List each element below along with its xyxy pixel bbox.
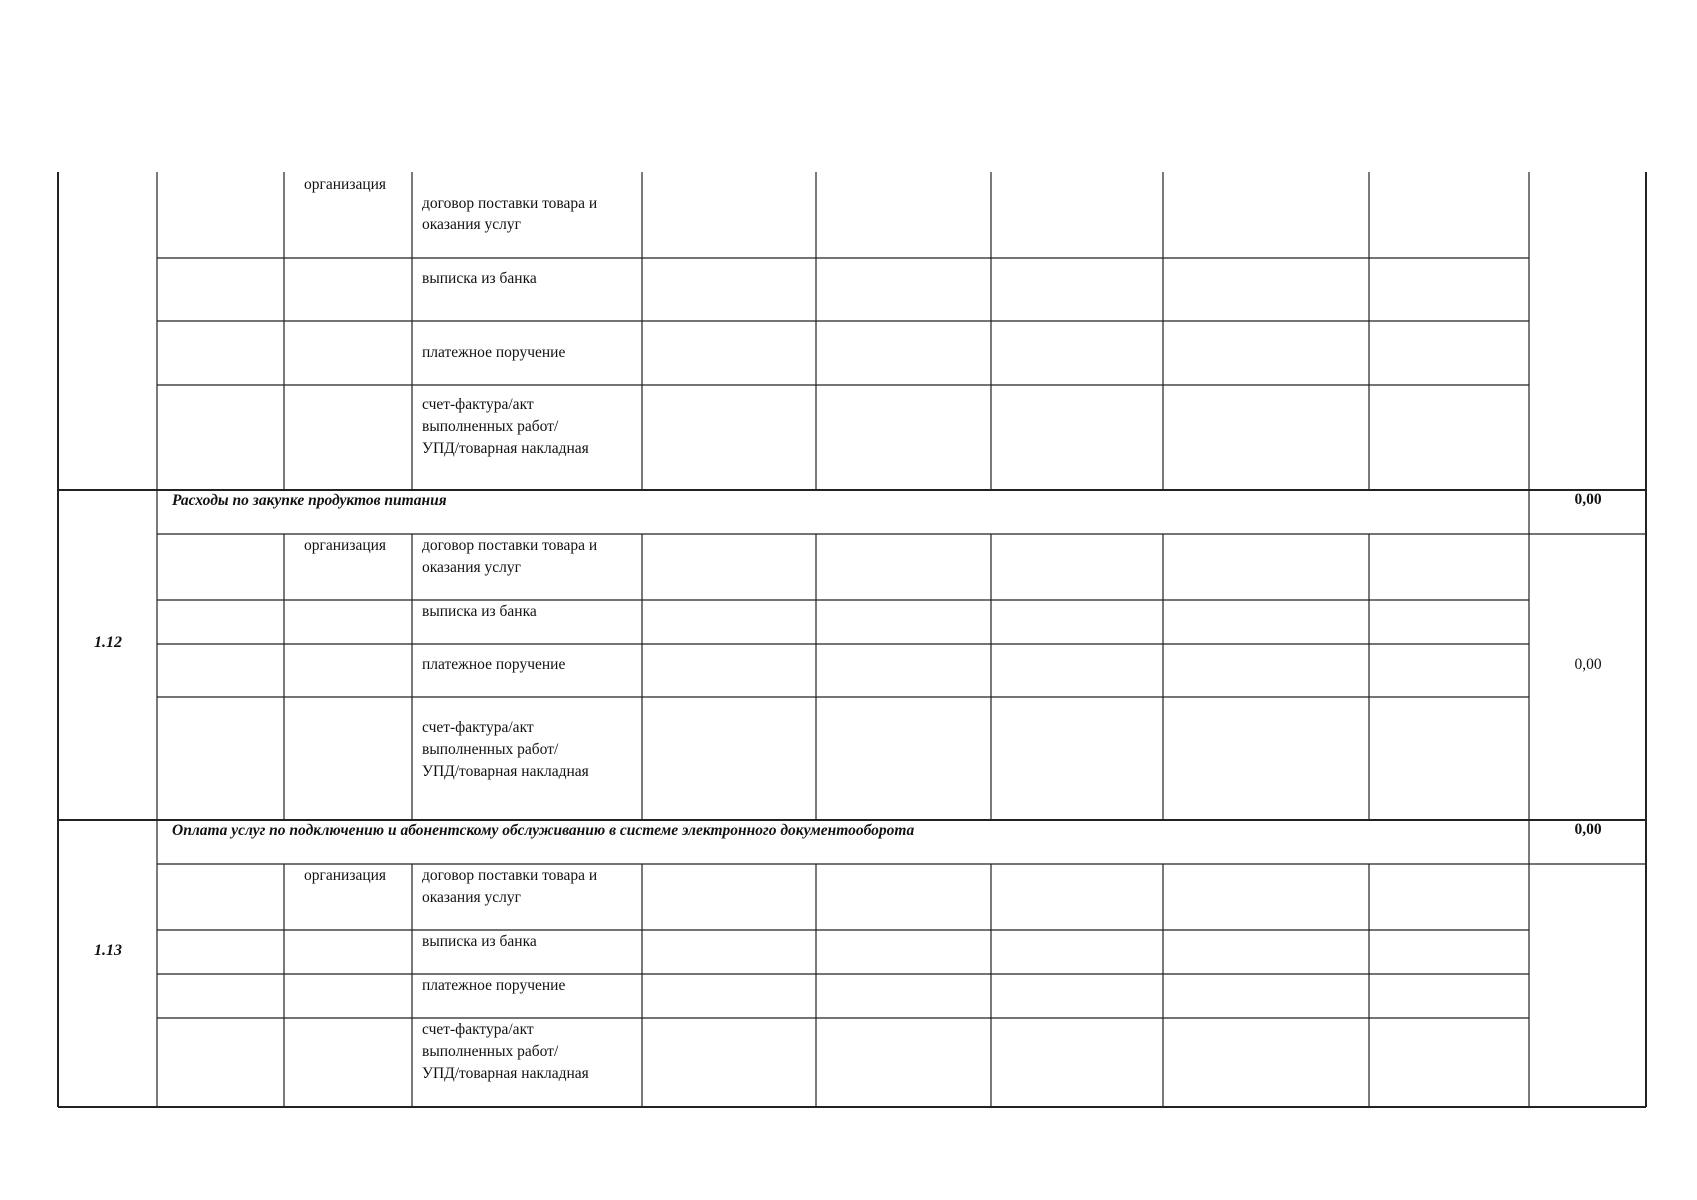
doc-invoice-line3: УПД/товарная накладная [422, 1065, 589, 1082]
doc-payment-order: платежное поручение [422, 656, 566, 673]
doc-contract-line2: оказания услуг [422, 216, 521, 233]
org-label: организация [304, 867, 387, 884]
doc-bank-statement: выписка из банка [422, 603, 537, 620]
doc-bank-statement: выписка из банка [422, 933, 537, 950]
doc-invoice-line2: выполненных работ/ [422, 741, 559, 758]
section-number: 1.13 [94, 942, 122, 959]
doc-invoice-line3: УПД/товарная накладная [422, 440, 589, 457]
doc-contract-line1: договор поставки товара и [422, 195, 598, 212]
doc-invoice-line2: выполненных работ/ [422, 1043, 559, 1060]
doc-contract-line2: оказания услуг [422, 559, 521, 576]
doc-invoice-line1: счет-фактура/акт [422, 1021, 534, 1038]
org-label: организация [304, 537, 387, 554]
org-label: организация [304, 176, 387, 193]
section-total: 0,00 [1574, 821, 1602, 838]
section-total: 0,00 [1574, 491, 1602, 508]
doc-payment-order: платежное поручение [422, 977, 566, 994]
doc-contract-line2: оказания услуг [422, 889, 521, 906]
doc-bank-statement: выписка из банка [422, 270, 537, 287]
doc-invoice-line1: счет-фактура/акт [422, 719, 534, 736]
section-title: Расходы по закупке продуктов питания [172, 492, 447, 509]
doc-invoice-line3: УПД/товарная накладная [422, 763, 589, 780]
doc-payment-order: платежное поручение [422, 344, 566, 361]
section-title: Оплата услуг по подключению и абонентскому обслуживанию в системе электронного документооборота [172, 822, 915, 839]
doc-contract-line1: договор поставки товара и [422, 867, 598, 884]
section-number: 1.12 [94, 634, 122, 651]
doc-invoice-line1: счет-фактура/акт [422, 396, 534, 413]
doc-contract-line1: договор поставки товара и [422, 537, 598, 554]
section-subtotal: 0,00 [1574, 656, 1602, 673]
doc-invoice-line2: выполненных работ/ [422, 418, 559, 435]
